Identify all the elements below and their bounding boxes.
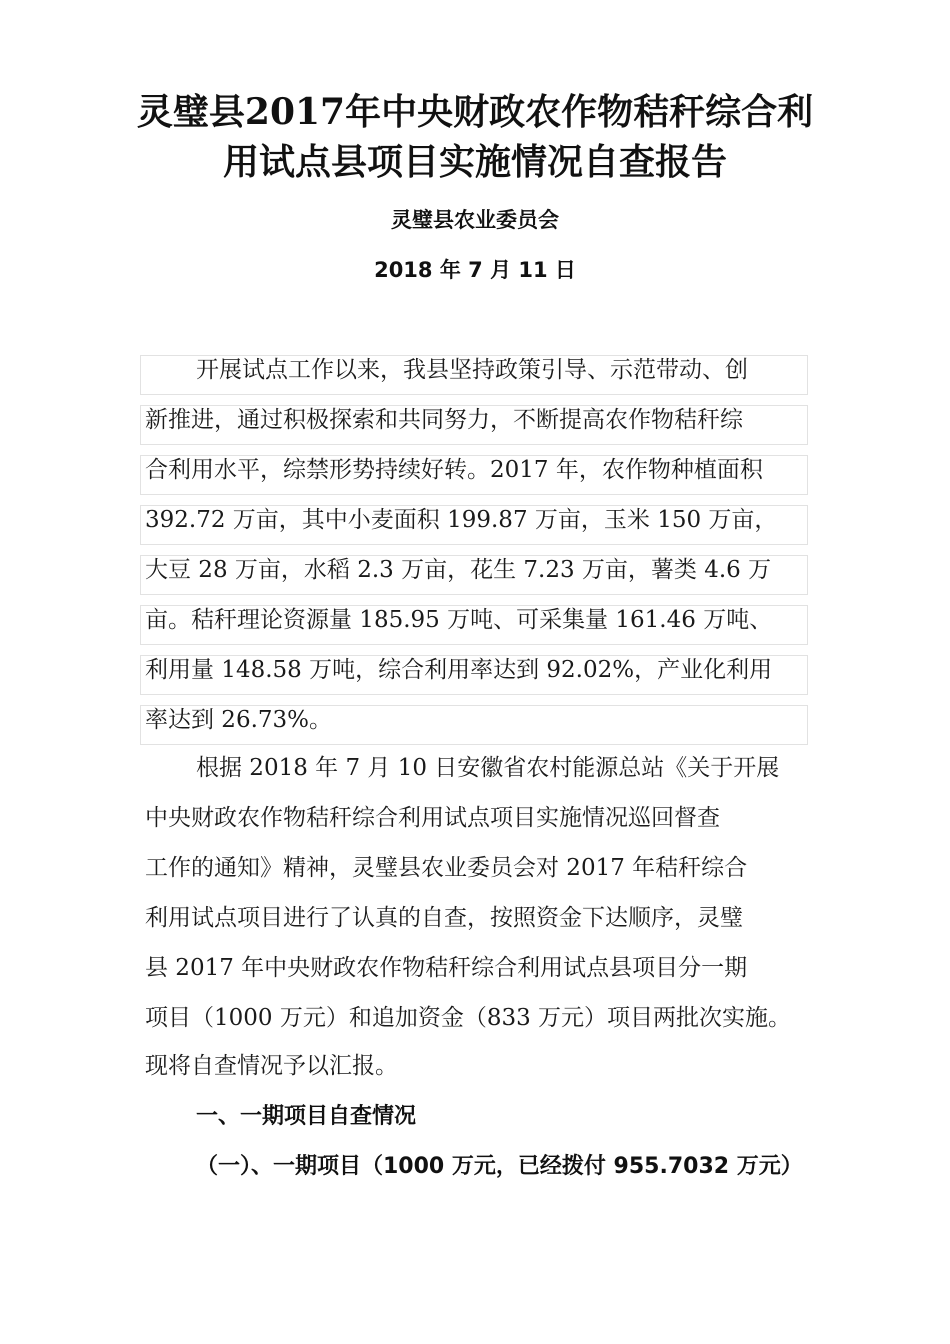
paragraph-line: 中央财政农作物秸秆综合利用试点项目实施情况巡回督查: [145, 805, 720, 831]
paragraph-line: 县 2017 年中央财政农作物秸秆综合利用试点县项目分一期: [145, 955, 748, 981]
paragraph-line: 大豆 28 万亩，水稻 2.3 万亩，花生 7.23 万亩，薯类 4.6 万: [145, 557, 772, 583]
paragraph-line: 率达到 26.73%。: [145, 707, 333, 733]
paragraph-line: 亩。秸秆理论资源量 185.95 万吨、可采集量 161.46 万吨、: [145, 607, 773, 633]
paragraph-line: 开展试点工作以来，我县坚持政策引导、示范带动、创: [196, 357, 748, 383]
paragraph-line: 合利用水平，综禁形势持续好转。2017 年，农作物种植面积: [145, 457, 763, 483]
document-title-line-2: 用试点县项目实施情况自查报告: [222, 141, 727, 183]
paragraph-line: 工作的通知》精神，灵璧县农业委员会对 2017 年秸秆综合: [145, 855, 748, 881]
paragraph-line: 新推进，通过积极探索和共同努力，不断提高农作物秸秆综: [145, 407, 743, 433]
paragraph-line: 利用试点项目进行了认真的自查，按照资金下达顺序，灵璧: [145, 905, 743, 931]
paragraph-line: 利用量 148.58 万吨，综合利用率达到 92.02%，产业化利用: [145, 657, 773, 683]
paragraph-line: 现将自查情况予以汇报。: [145, 1053, 398, 1079]
report-date: 2018 年 7 月 11 日: [374, 258, 576, 282]
paragraph-line: 392.72 万亩，其中小麦面积 199.87 万亩，玉米 150 万亩，: [145, 507, 778, 533]
issuer: 灵璧县农业委员会: [391, 208, 559, 232]
paragraph-line: 根据 2018 年 7 月 10 日安徽省农村能源总站《关于开展: [196, 755, 780, 781]
paragraph-line: 项目（1000 万元）和追加资金（833 万元）项目两批次实施。: [145, 1005, 792, 1031]
subsection-heading: （一）、一期项目（1000 万元，已经拨付 955.7032 万元）: [196, 1154, 803, 1179]
section-heading: 一、一期项目自查情况: [196, 1104, 417, 1129]
document-title-line-1: 灵璧县2017年中央财政农作物秸秆综合利: [136, 91, 814, 133]
